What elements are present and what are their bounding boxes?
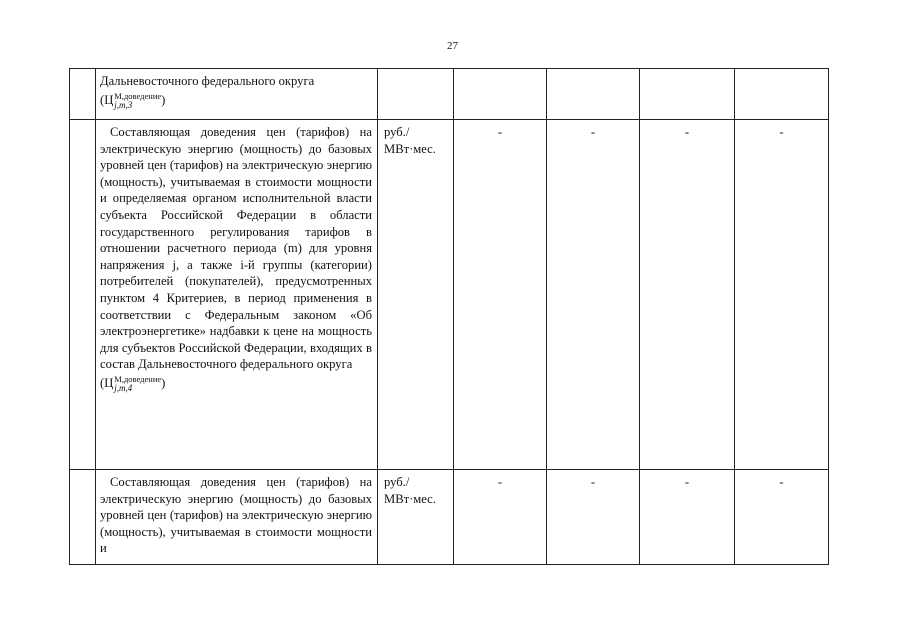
row-number-cell (70, 120, 96, 470)
table-row (70, 69, 829, 120)
value-cell: - (454, 120, 547, 470)
value-cell: - (547, 470, 640, 565)
value-cell (454, 69, 547, 120)
symbol-open: (Ц (100, 92, 114, 107)
symbol-open: (Ц (100, 375, 114, 390)
symbol-subscript: j,m,3 (114, 99, 133, 110)
description-cell (96, 470, 378, 565)
description-text: Дальневосточного федерального округа (100, 74, 315, 88)
value-cell: - (454, 470, 547, 565)
description-text: Составляющая доведения цен (тарифов) на электрическую энергию (мощность) до базовых уровней цен (тарифов) на электрическую энергию (мощность), учитываемая в стоимости мощности и определяемая органом исполнительной власти субъекта Российской Федерации в области государственного регулирования тарифов в отношении расчетного периода (m) для уровня напряжения j, а также i-й группы (категории) потребителей (покупателей), предусмотренных пунктом 4 Критериев, в период применения в соответствии с Федеральным законом «Об электроэнергетике» надбавки к цене на мощность для субъектов Российской Федерации, входящих в состав Дальневосточного федерального округа (100, 125, 372, 372)
unit-cell (378, 69, 454, 120)
tariff-table (69, 68, 829, 565)
formula-symbol (100, 90, 372, 110)
value-cell: - (640, 470, 735, 565)
symbol-subscript: j,m,4 (114, 383, 133, 394)
description-cell (96, 120, 378, 470)
symbol-superscript: М,доведение (114, 374, 162, 385)
table-row (70, 120, 829, 470)
description-cell (96, 69, 378, 120)
value-cell: - (735, 470, 829, 565)
unit-cell: руб./ МВт·мес. (378, 470, 454, 565)
value-cell (640, 69, 735, 120)
value-cell (735, 69, 829, 120)
table-row (70, 470, 829, 565)
value-cell: - (547, 120, 640, 470)
description-text: Составляющая доведения цен (тарифов) на электрическую энергию (мощность) до базовых уровней цен (тарифов) на электрическую энергию (мощность), учитываемая в стоимости мощности и (100, 475, 372, 556)
row-number-cell (70, 470, 96, 565)
formula-symbol (100, 373, 372, 393)
symbol-close: ) (161, 92, 166, 107)
value-cell (547, 69, 640, 120)
symbol-superscript: М,доведение (114, 90, 162, 101)
value-cell: - (735, 120, 829, 470)
row-number-cell (70, 69, 96, 120)
unit-cell: руб./ МВт·мес. (378, 120, 454, 470)
page-number: 27 (447, 40, 458, 52)
symbol-close: ) (161, 375, 166, 390)
value-cell: - (640, 120, 735, 470)
